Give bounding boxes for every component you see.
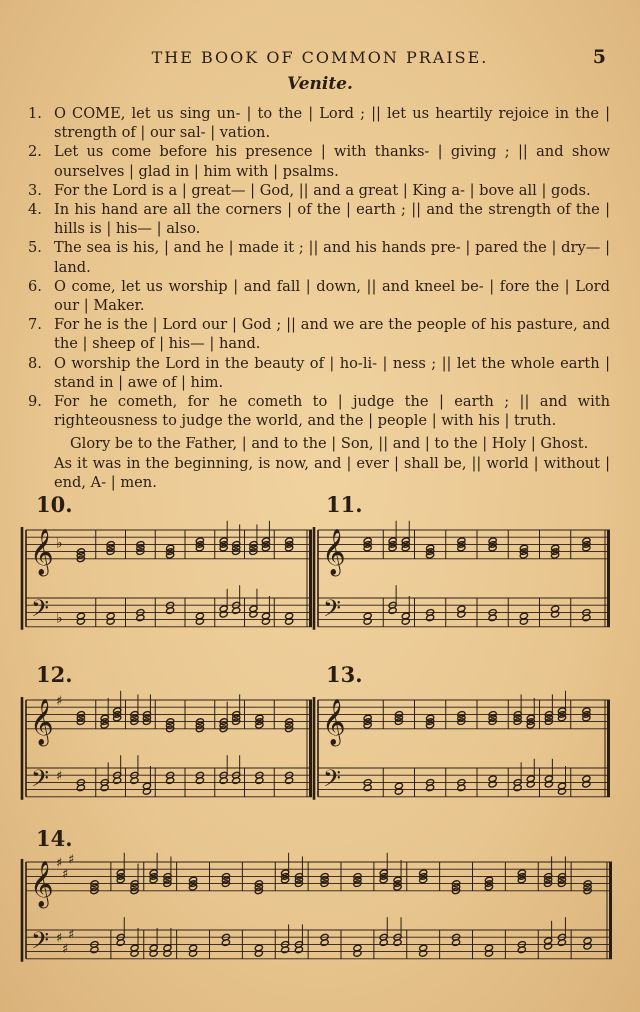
sharp-icon: ♯: [62, 866, 69, 882]
verse-number: 7.: [28, 316, 42, 334]
page-number: 5: [592, 46, 606, 68]
verse-text: In his hand are all the corners | of the | earth ; || and the strength of the | hills is | his— | also.: [54, 201, 610, 238]
running-title: THE BOOK OF COMMON PRAISE.: [151, 48, 489, 67]
chant-number: 13.: [326, 662, 363, 687]
chant-title: Venite.: [287, 74, 353, 94]
treble-clef-icon: 𝄞: [30, 698, 54, 745]
sharp-icon: ♯: [56, 694, 63, 709]
gloria-line: Glory be to the Father, | and to the | Son, || and | to the | Holy | Ghost.: [70, 435, 589, 453]
treble-clef-icon: 𝄞: [30, 528, 54, 575]
chant-number: 10.: [36, 492, 73, 517]
chant-number: 14.: [36, 826, 73, 851]
verse-text: For the Lord is a | great— | God, || and a great | King a- | bove all | gods.: [54, 181, 591, 199]
verse-number: 2.: [28, 143, 42, 161]
bass-clef-icon: 𝄢: [31, 926, 50, 960]
sharp-icon: ♯: [56, 931, 63, 947]
treble-clef-icon: 𝄞: [30, 860, 54, 907]
verse-number: 3.: [28, 181, 42, 199]
bass-clef-icon: 𝄢: [31, 594, 50, 628]
verse-text: For he cometh, for he cometh to | judge the | earth ; || and with righteousness to judge the world, and the | people | with his | truth.: [54, 393, 610, 430]
bass-clef-icon: 𝄢: [323, 594, 342, 628]
bass-clef-icon: 𝄢: [31, 764, 50, 798]
verse-number: 6.: [28, 277, 42, 295]
verse-text: O COME, let us sing un- | to the | Lord ; || let us heartily rejoice in the | strength of | our sal- | vation.: [54, 105, 610, 142]
verse-number: 4.: [28, 201, 42, 219]
chant-number: 11.: [326, 492, 363, 517]
sharp-icon: ♯: [68, 927, 75, 943]
chant-number: 12.: [36, 662, 73, 687]
verse-text: Let us come before his presence | with thanks- | giving ; || and show ourselves | glad in | him with | psalms.: [54, 143, 610, 180]
bass-clef-icon: 𝄢: [323, 764, 342, 798]
sharp-icon: ♯: [56, 769, 63, 785]
verse-text: O come, let us worship | and fall | down, || and kneel be- | fore the | Lord our | Maker.: [54, 277, 610, 315]
verse-text: O worship the Lord in the beauty of | ho-li- | ness ; || let the whole earth | stand in | awe of | him.: [54, 354, 610, 391]
treble-clef-icon: 𝄞: [322, 528, 346, 575]
treble-clef-icon: 𝄞: [322, 698, 346, 745]
verse-number: 9.: [28, 393, 42, 411]
flat-icon: ♭: [56, 610, 63, 627]
verse-number: 8.: [28, 354, 42, 372]
sharp-icon: ♯: [68, 852, 75, 868]
verse-text: The sea is his, | and he | made it ; || and his hands pre- | pared the | dry— | land.: [54, 239, 610, 276]
sharp-icon: ♯: [62, 942, 69, 957]
verse-number: 5.: [28, 239, 42, 257]
verse-number: 1.: [28, 105, 42, 122]
gloria-line: As it was in the beginning, is now, and | ever | shall be, || world | without | end, A- | men.: [54, 454, 610, 491]
verse-text: For he is the | Lord our | God ; || and we are the people of his pasture, and the | sheep of | his— | hand.: [54, 316, 610, 353]
sharp-icon: ♯: [56, 856, 63, 871]
flat-icon: ♭: [56, 535, 63, 552]
